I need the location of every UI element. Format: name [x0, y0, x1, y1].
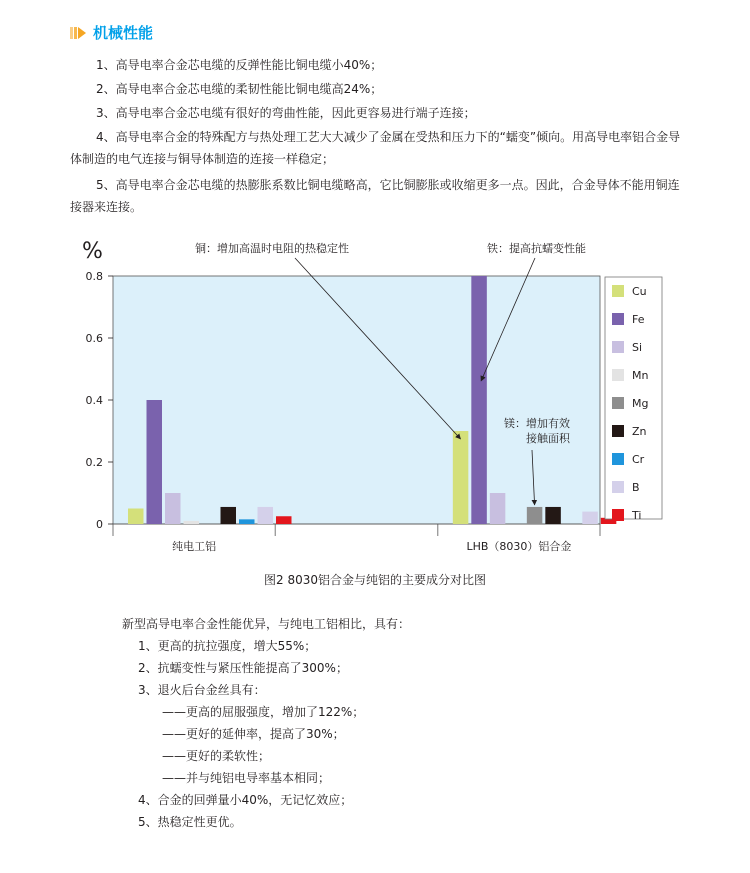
list-item: 5、热稳定性更优。 [138, 815, 242, 829]
legend-swatch-b [612, 481, 624, 493]
legend-label-b: B [632, 481, 640, 494]
x-category-label: 纯电工铝 [172, 540, 217, 553]
bar-mg-1 [527, 507, 543, 524]
annotation-mg-line1: 镁：增加有效 [504, 417, 570, 430]
legend-swatch-cr [612, 453, 624, 465]
legend-label-cu: Cu [632, 285, 647, 298]
bar-zn-1 [545, 507, 561, 524]
bar-ti-0 [276, 516, 292, 524]
bar-si-1 [490, 493, 506, 524]
list-intro: 新型高导电率合金性能优异，与纯电工铝相比，具有： [122, 617, 411, 631]
paragraph-text: 3、高导电率合金芯电缆有很好的弯曲性能，因此更容易进行端子连接； [96, 106, 476, 120]
bar-fe-1 [471, 276, 487, 524]
legend-swatch-zn [612, 425, 624, 437]
chart-svg [70, 236, 670, 566]
list-item: 3、退火后台金丝具有： [138, 683, 266, 697]
legend-label-ti: Ti [632, 509, 642, 522]
bar-mn-0 [184, 521, 200, 524]
paragraph-text: 1、高导电率合金芯电缆的反弹性能比铜电缆小40%； [96, 58, 383, 72]
y-tick-label: 0.2 [85, 456, 103, 469]
paragraph-text: 4、高导电率合金的特殊配方与热处理工艺大大减少了金属在受热和压力下的“蠕变”倾向。用高导电率铝合金导体制造的电气连接与铜导体制造的连接一样稳定； [70, 130, 681, 166]
y-tick-label: 0 [96, 518, 103, 531]
bar-cu-1 [453, 431, 469, 524]
paragraph-4 [70, 126, 682, 170]
bar-b-0 [258, 507, 274, 524]
legend-label-mg: Mg [632, 397, 649, 410]
list-item: ——更好的延伸率，提高了30%； [162, 727, 345, 741]
legend-label-cr: Cr [632, 453, 645, 466]
section-arrow-icon [70, 27, 87, 39]
paragraph-text: 5、高导电率合金芯电缆的热膨胀系数比铜电缆略高，它比铜膨胀或收缩更多一点。因此，合金导体不能用铜连接器来连接。 [70, 178, 680, 214]
x-category-label: LHB（8030）铝合金 [466, 540, 572, 553]
annotation-mg-line2: 接触面积 [526, 432, 570, 445]
y-tick-label: 0.8 [85, 270, 103, 283]
list-item: ——更好的柔软性； [162, 749, 271, 763]
list-item: ——并与纯铝电导率基本相同； [162, 771, 331, 785]
list-item: ——更高的屈服强度，增加了122%； [162, 705, 365, 719]
legend-label-si: Si [632, 341, 643, 354]
bar-cr-0 [239, 519, 255, 524]
legend-label-zn: Zn [632, 425, 647, 438]
legend-label-fe: Fe [632, 313, 645, 326]
section-title: 机械性能 [93, 24, 154, 42]
bar-si-0 [165, 493, 181, 524]
annotation-fe: 铁：提高抗蠕变性能 [487, 242, 586, 255]
section-header [70, 22, 153, 43]
legend-label-mn: Mn [632, 369, 649, 382]
legend-swatch-ti [612, 509, 624, 521]
legend-swatch-fe [612, 313, 624, 325]
bar-fe-0 [147, 400, 163, 524]
bar-zn-0 [221, 507, 237, 524]
legend-swatch-cu [612, 285, 624, 297]
paragraph-3 [70, 102, 682, 124]
plot-area [113, 276, 600, 524]
legend-swatch-mn [612, 369, 624, 381]
list-item: 2、抗蠕变性与紧压性能提高了300%； [138, 661, 348, 675]
list-item: 4、合金的回弹量小40%，无记忆效应； [138, 793, 353, 807]
benefits-list [122, 613, 410, 833]
paragraph-2 [70, 78, 682, 100]
bar-b-1 [582, 512, 598, 524]
paragraph-1 [70, 54, 682, 76]
y-tick-label: 0.4 [85, 394, 103, 407]
legend-swatch-si [612, 341, 624, 353]
composition-chart [70, 236, 670, 566]
annotation-cu: 铜：增加高温时电阻的热稳定性 [195, 242, 349, 255]
list-item: 1、更高的抗拉强度，增大55%； [138, 639, 317, 653]
paragraph-5 [70, 174, 682, 218]
y-axis-label: % [82, 239, 103, 264]
paragraph-text: 2、高导电率合金芯电缆的柔韧性能比铜电缆高24%； [96, 82, 383, 96]
y-tick-label: 0.6 [85, 332, 103, 345]
legend-swatch-mg [612, 397, 624, 409]
chart-caption: 图2 8030铝合金与纯铝的主要成分对比图 [264, 573, 486, 587]
bar-cu-0 [128, 509, 144, 525]
